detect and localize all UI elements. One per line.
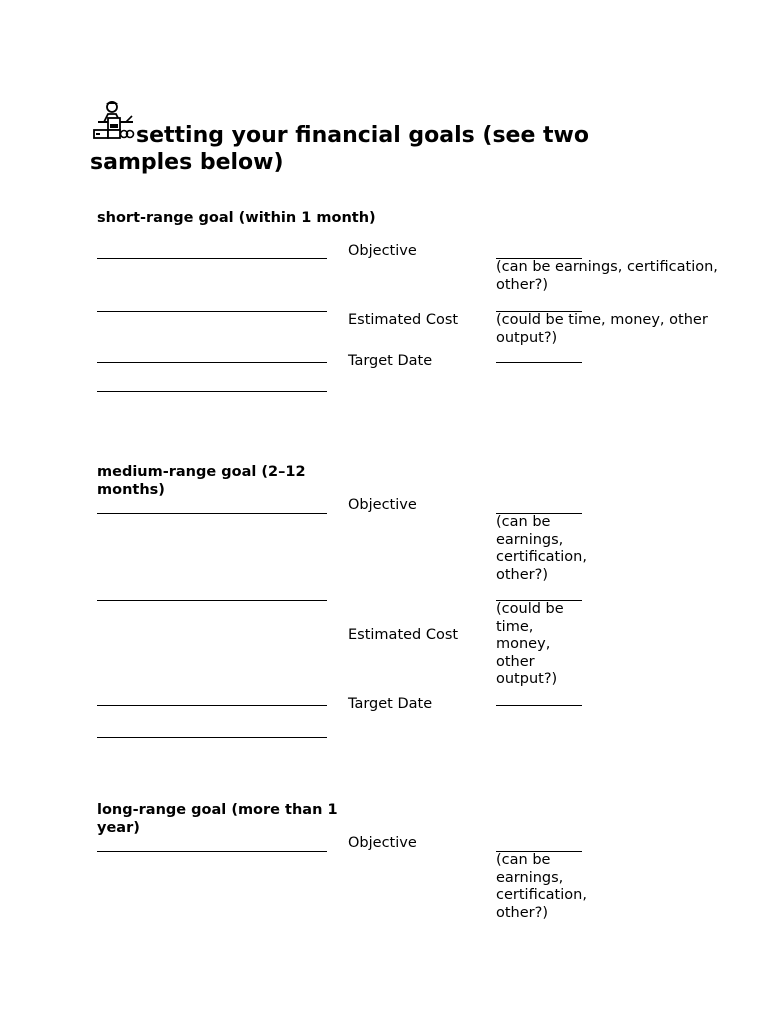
blank-line — [97, 362, 327, 363]
objective-note: (can be earnings, certification, other?) — [496, 514, 587, 583]
blank-line — [97, 705, 327, 706]
blank-line — [97, 600, 327, 601]
blank-line — [97, 311, 327, 312]
objective-note: (can be earnings, certification, other?) — [496, 259, 718, 293]
target-date-label: Target Date — [348, 353, 433, 369]
section-heading-long: long-range goal (more than 1 year) — [97, 802, 338, 836]
estimated-cost-label: Estimated Cost — [348, 312, 459, 328]
objective-label: Objective — [348, 497, 417, 513]
cost-note: (could be time, money, other output?) — [496, 312, 708, 346]
blank-line — [97, 737, 327, 738]
objective-label: Objective — [348, 243, 417, 259]
blank-line — [97, 513, 327, 514]
objective-label: Objective — [348, 835, 417, 851]
target-date-label: Target Date — [348, 696, 433, 712]
section-heading-medium: medium-range goal (2–12 months) — [97, 464, 306, 498]
blank-line — [97, 391, 327, 392]
target-date-blank — [496, 362, 582, 363]
person-at-computer-icon — [88, 98, 136, 146]
section-heading-short: short-range goal (within 1 month) — [97, 210, 376, 226]
estimated-cost-label: Estimated Cost — [348, 627, 459, 643]
page-title — [90, 122, 650, 176]
blank-line — [97, 851, 327, 852]
blank-line — [97, 258, 327, 259]
cost-note: (could be time, money, other output?) — [496, 601, 564, 687]
page-title-text: setting your financial goals (see two samples below) — [90, 123, 589, 175]
objective-note: (can be earnings, certification, other?) — [496, 852, 587, 921]
target-date-blank — [496, 705, 582, 706]
